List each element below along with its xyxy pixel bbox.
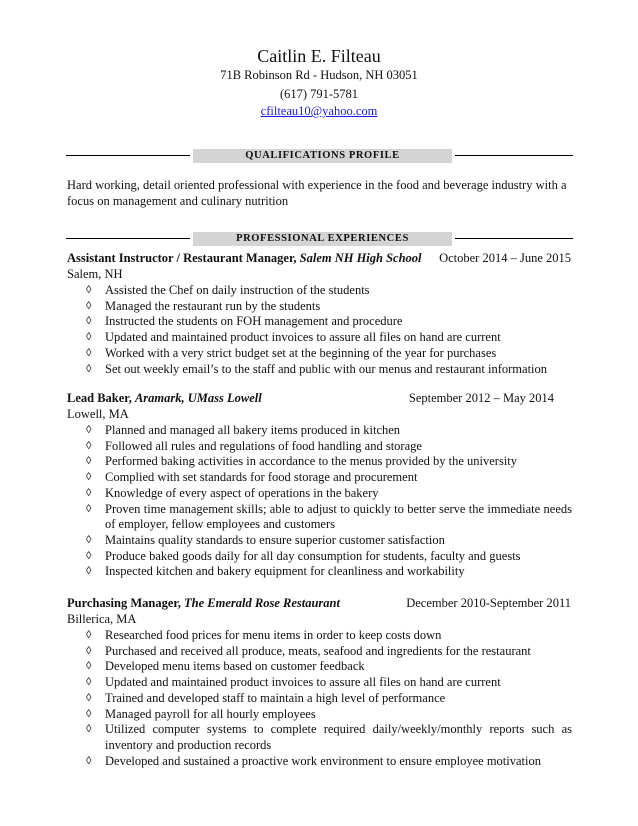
- job-bullet-item: [86, 454, 572, 470]
- bullet-text: Complied with set standards for food storage and procurement: [105, 470, 418, 485]
- job-bullet-item: [86, 299, 572, 315]
- diamond-bullet-icon: ◊: [86, 644, 92, 657]
- diamond-bullet-icon: ◊: [86, 660, 92, 673]
- job-dates: December 2010-September 2011: [406, 596, 571, 610]
- email-container: [0, 104, 638, 119]
- candidate-name: Caitlin E. Filteau: [257, 46, 381, 66]
- job-bullet-item: [86, 330, 572, 346]
- diamond-bullet-icon: ◊: [86, 691, 92, 704]
- diamond-bullet-icon: ◊: [86, 549, 92, 562]
- qualifications-heading: QUALIFICATIONS PROFILE: [193, 149, 452, 163]
- bullet-text: Knowledge of every aspect of operations in the bakery: [105, 485, 379, 500]
- bullet-text: Developed menu items based on customer feedback: [105, 659, 365, 674]
- job-bullet-item: [86, 439, 572, 455]
- bullet-text: Assisted the Chef on daily instruction of the students: [105, 283, 370, 297]
- job-bullet-item: [86, 628, 572, 644]
- bullet-text: Managed payroll for all hourly employees: [105, 706, 316, 721]
- email-link[interactable]: cfilteau10@yahoo.com: [260, 104, 378, 118]
- diamond-bullet-icon: ◊: [86, 299, 92, 312]
- job-dates: September 2012 – May 2014: [408, 391, 554, 405]
- job-bullet-item: [86, 644, 572, 660]
- bullet-text: Set out weekly email’s to the staff and public with our menus and restaurant information: [105, 361, 548, 376]
- job-organization: Salem NH High School: [299, 251, 422, 265]
- job-bullet-item: [86, 564, 572, 580]
- divider-line-right: [455, 238, 573, 239]
- diamond-bullet-icon: ◊: [86, 471, 92, 484]
- qualifications-text: Hard working, detail oriented professional with experience in the food and beverage industry with a focus on management and culinary nutrition: [67, 178, 567, 208]
- job-bullet-item: [86, 362, 572, 378]
- diamond-bullet-icon: ◊: [86, 331, 92, 344]
- divider-line-right: [455, 155, 573, 156]
- bullet-text: Inspected kitchen and bakery equipment for cleanliness and workability: [105, 564, 465, 579]
- diamond-bullet-icon: ◊: [86, 707, 92, 720]
- bullet-text: Worked with a very strict budget set at the beginning of the year for purchases: [105, 345, 497, 360]
- job-bullet-item: [86, 722, 572, 753]
- bullet-text: Instructed the students on FOH management and procedure: [105, 314, 403, 329]
- bullet-text: Managed the restaurant run by the students: [105, 298, 321, 313]
- diamond-bullet-icon: ◊: [86, 315, 92, 328]
- phone-number: (617) 791-5781: [279, 87, 359, 101]
- job-bullet-item: [86, 283, 572, 299]
- diamond-bullet-icon: ◊: [86, 565, 92, 578]
- bullet-text: Developed and sustained a proactive work environment to ensure employee motivation: [105, 753, 541, 768]
- job-header: [67, 596, 571, 612]
- diamond-bullet-icon: ◊: [86, 455, 92, 468]
- job-bullet-item: [86, 533, 572, 549]
- diamond-bullet-icon: ◊: [86, 486, 92, 499]
- job-title: Lead Baker,: [67, 391, 132, 405]
- diamond-bullet-icon: ◊: [86, 439, 92, 452]
- qualifications-divider: [66, 149, 573, 163]
- diamond-bullet-icon: ◊: [86, 754, 92, 767]
- diamond-bullet-icon: ◊: [86, 533, 92, 546]
- job-bullet-item: [86, 675, 572, 691]
- bullet-text: Produce baked goods daily for all day consumption for students, faculty and guests: [105, 548, 521, 563]
- job-bullet-item: [86, 423, 572, 439]
- divider-line-left: [66, 238, 190, 239]
- bullet-text: Trained and developed staff to maintain a high level of performance: [105, 690, 446, 705]
- diamond-bullet-icon: ◊: [86, 346, 92, 359]
- bullet-text: Researched food prices for menu items in order to keep costs down: [105, 628, 442, 642]
- job-bullet-list: [86, 423, 572, 580]
- job-header: [67, 391, 554, 407]
- job-bullet-item: [86, 470, 572, 486]
- experience-heading: PROFESSIONAL EXPERIENCES: [193, 232, 452, 246]
- job-location: Salem, NH: [67, 267, 123, 281]
- job-bullet-item: [86, 707, 572, 723]
- job-bullet-item: [86, 691, 572, 707]
- diamond-bullet-icon: ◊: [86, 676, 92, 689]
- job-bullet-item: [86, 314, 572, 330]
- job-bullet-item: [86, 346, 572, 362]
- diamond-bullet-icon: ◊: [86, 424, 92, 436]
- bullet-text: Updated and maintained product invoices to assure all files on hand are current: [105, 675, 501, 690]
- bullet-text: Purchased and received all produce, meats, seafood and ingredients for the restaurant: [105, 643, 531, 658]
- job-header: [67, 251, 571, 267]
- bullet-text: Maintains quality standards to ensure superior customer satisfaction: [105, 532, 445, 547]
- diamond-bullet-icon: ◊: [86, 723, 92, 736]
- job-location: Billerica, MA: [67, 612, 137, 626]
- divider-line-left: [66, 155, 190, 156]
- job-bullet-item: [86, 754, 572, 770]
- job-title: Purchasing Manager,: [67, 596, 181, 610]
- job-organization: The Emerald Rose Restaurant: [184, 596, 340, 610]
- job-bullet-item: [86, 659, 572, 675]
- bullet-text: Proven time management skills; able to adjust to quickly to better serve the immediate needs of employer, fellow employees and customers: [105, 501, 572, 532]
- bullet-text: Performed baking activities in accordance to the menus provided by the university: [105, 454, 518, 469]
- job-bullet-list: [86, 628, 572, 769]
- bullet-text: Utilized computer systems to complete required daily/weekly/monthly reports such as inventory and production records: [105, 722, 572, 752]
- experience-divider: [66, 232, 573, 246]
- job-bullet-list: [86, 283, 572, 377]
- bullet-text: Updated and maintained product invoices to assure all files on hand are current: [105, 330, 501, 345]
- diamond-bullet-icon: ◊: [86, 629, 92, 641]
- diamond-bullet-icon: ◊: [86, 502, 92, 515]
- job-dates: October 2014 – June 2015: [439, 251, 571, 265]
- diamond-bullet-icon: ◊: [86, 284, 92, 296]
- address: 71B Robinson Rd - Hudson, NH 03051: [220, 68, 418, 82]
- job-bullet-item: [86, 486, 572, 502]
- job-title: Assistant Instructor / Restaurant Manager,: [67, 251, 297, 265]
- job-bullet-item: [86, 549, 572, 565]
- bullet-text: Planned and managed all bakery items produced in kitchen: [105, 423, 401, 437]
- job-bullet-item: [86, 502, 572, 533]
- diamond-bullet-icon: ◊: [86, 362, 92, 375]
- bullet-text: Followed all rules and regulations of food handling and storage: [105, 438, 422, 453]
- job-location: Lowell, MA: [67, 407, 129, 421]
- job-organization: Aramark, UMass Lowell: [134, 391, 262, 405]
